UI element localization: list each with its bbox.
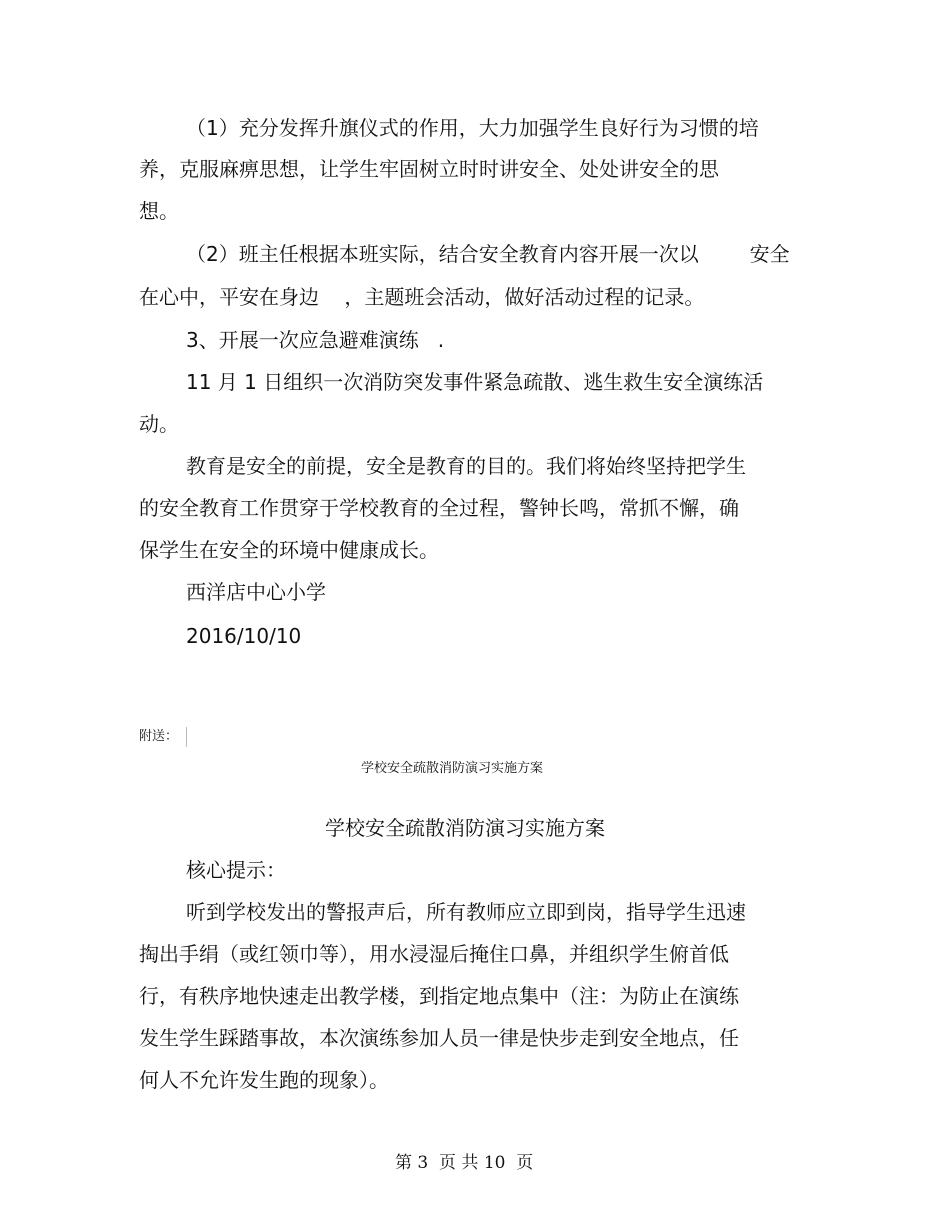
appendix-title: 学校安全疏散消防演习实施方案 [325, 816, 605, 840]
paragraph-4-line-2: 的安全教育工作贯穿于学校教育的全过程，警钟长鸣，常抓不懈，确 [139, 496, 739, 520]
paragraph-5-line-5: 何人不允许发生跑的现象）。 [139, 1068, 389, 1092]
paragraph-5-line-2: 掏出手绢（或红领巾等），用水浸湿后掩住口鼻，并组织学生俯首低 [139, 942, 729, 966]
signature: 西洋店中心小学 [186, 580, 326, 604]
core-tip-label: 核心提示： [186, 858, 286, 882]
paragraph-5-line-4: 发生学生踩踏事故，本次演练参加人员一律是快步走到安全地点，任 [139, 1026, 739, 1050]
paragraph-1-line-2: 养，克服麻痹思想，让学生牢固树立时时讲安全、处处讲安全的思 [139, 157, 719, 181]
paragraph-3-line-1: 11 月 1 日组织一次消防突发事件紧急疏散、逃生救生安全演练活 [186, 370, 764, 394]
paragraph-1-line-3: 想。 [139, 199, 179, 223]
page-indicator: 第 3 页 共 10 页 [395, 1153, 534, 1173]
paragraph-1-line-1: （1）充分发挥升旗仪式的作用，大力加强学生良好行为习惯的培 [186, 116, 759, 140]
paragraph-2-line-2: 在心中，平安在身边 ，主题班会活动，做好活动过程的记录。 [139, 285, 705, 309]
section-heading-3: 3、开展一次应急避难演练 . [186, 328, 445, 352]
paragraph-2-line-1: （2）班主任根据本班实际，结合安全教育内容开展一次以 安全 [186, 242, 790, 266]
paragraph-5-line-1: 听到学校发出的警报声后，所有教师应立即到岗，指导学生迅速 [186, 900, 746, 924]
paragraph-3-line-2: 动。 [139, 412, 179, 436]
paragraph-4-line-3: 保学生在安全的环境中健康成长。 [139, 538, 439, 562]
paragraph-4-line-1: 教育是安全的前提，安全是教育的目的。我们将始终坚持把学生 [186, 454, 746, 478]
appendix-small-title: 学校安全疏散消防演习实施方案 [361, 761, 544, 776]
paragraph-5-line-3: 行，有秩序地快速走出教学楼，到指定地点集中（注：为防止在演练 [139, 984, 739, 1008]
date: 2016/10/10 [186, 624, 302, 648]
divider-bar [186, 727, 187, 747]
appendix-label: 附送： [139, 729, 179, 744]
